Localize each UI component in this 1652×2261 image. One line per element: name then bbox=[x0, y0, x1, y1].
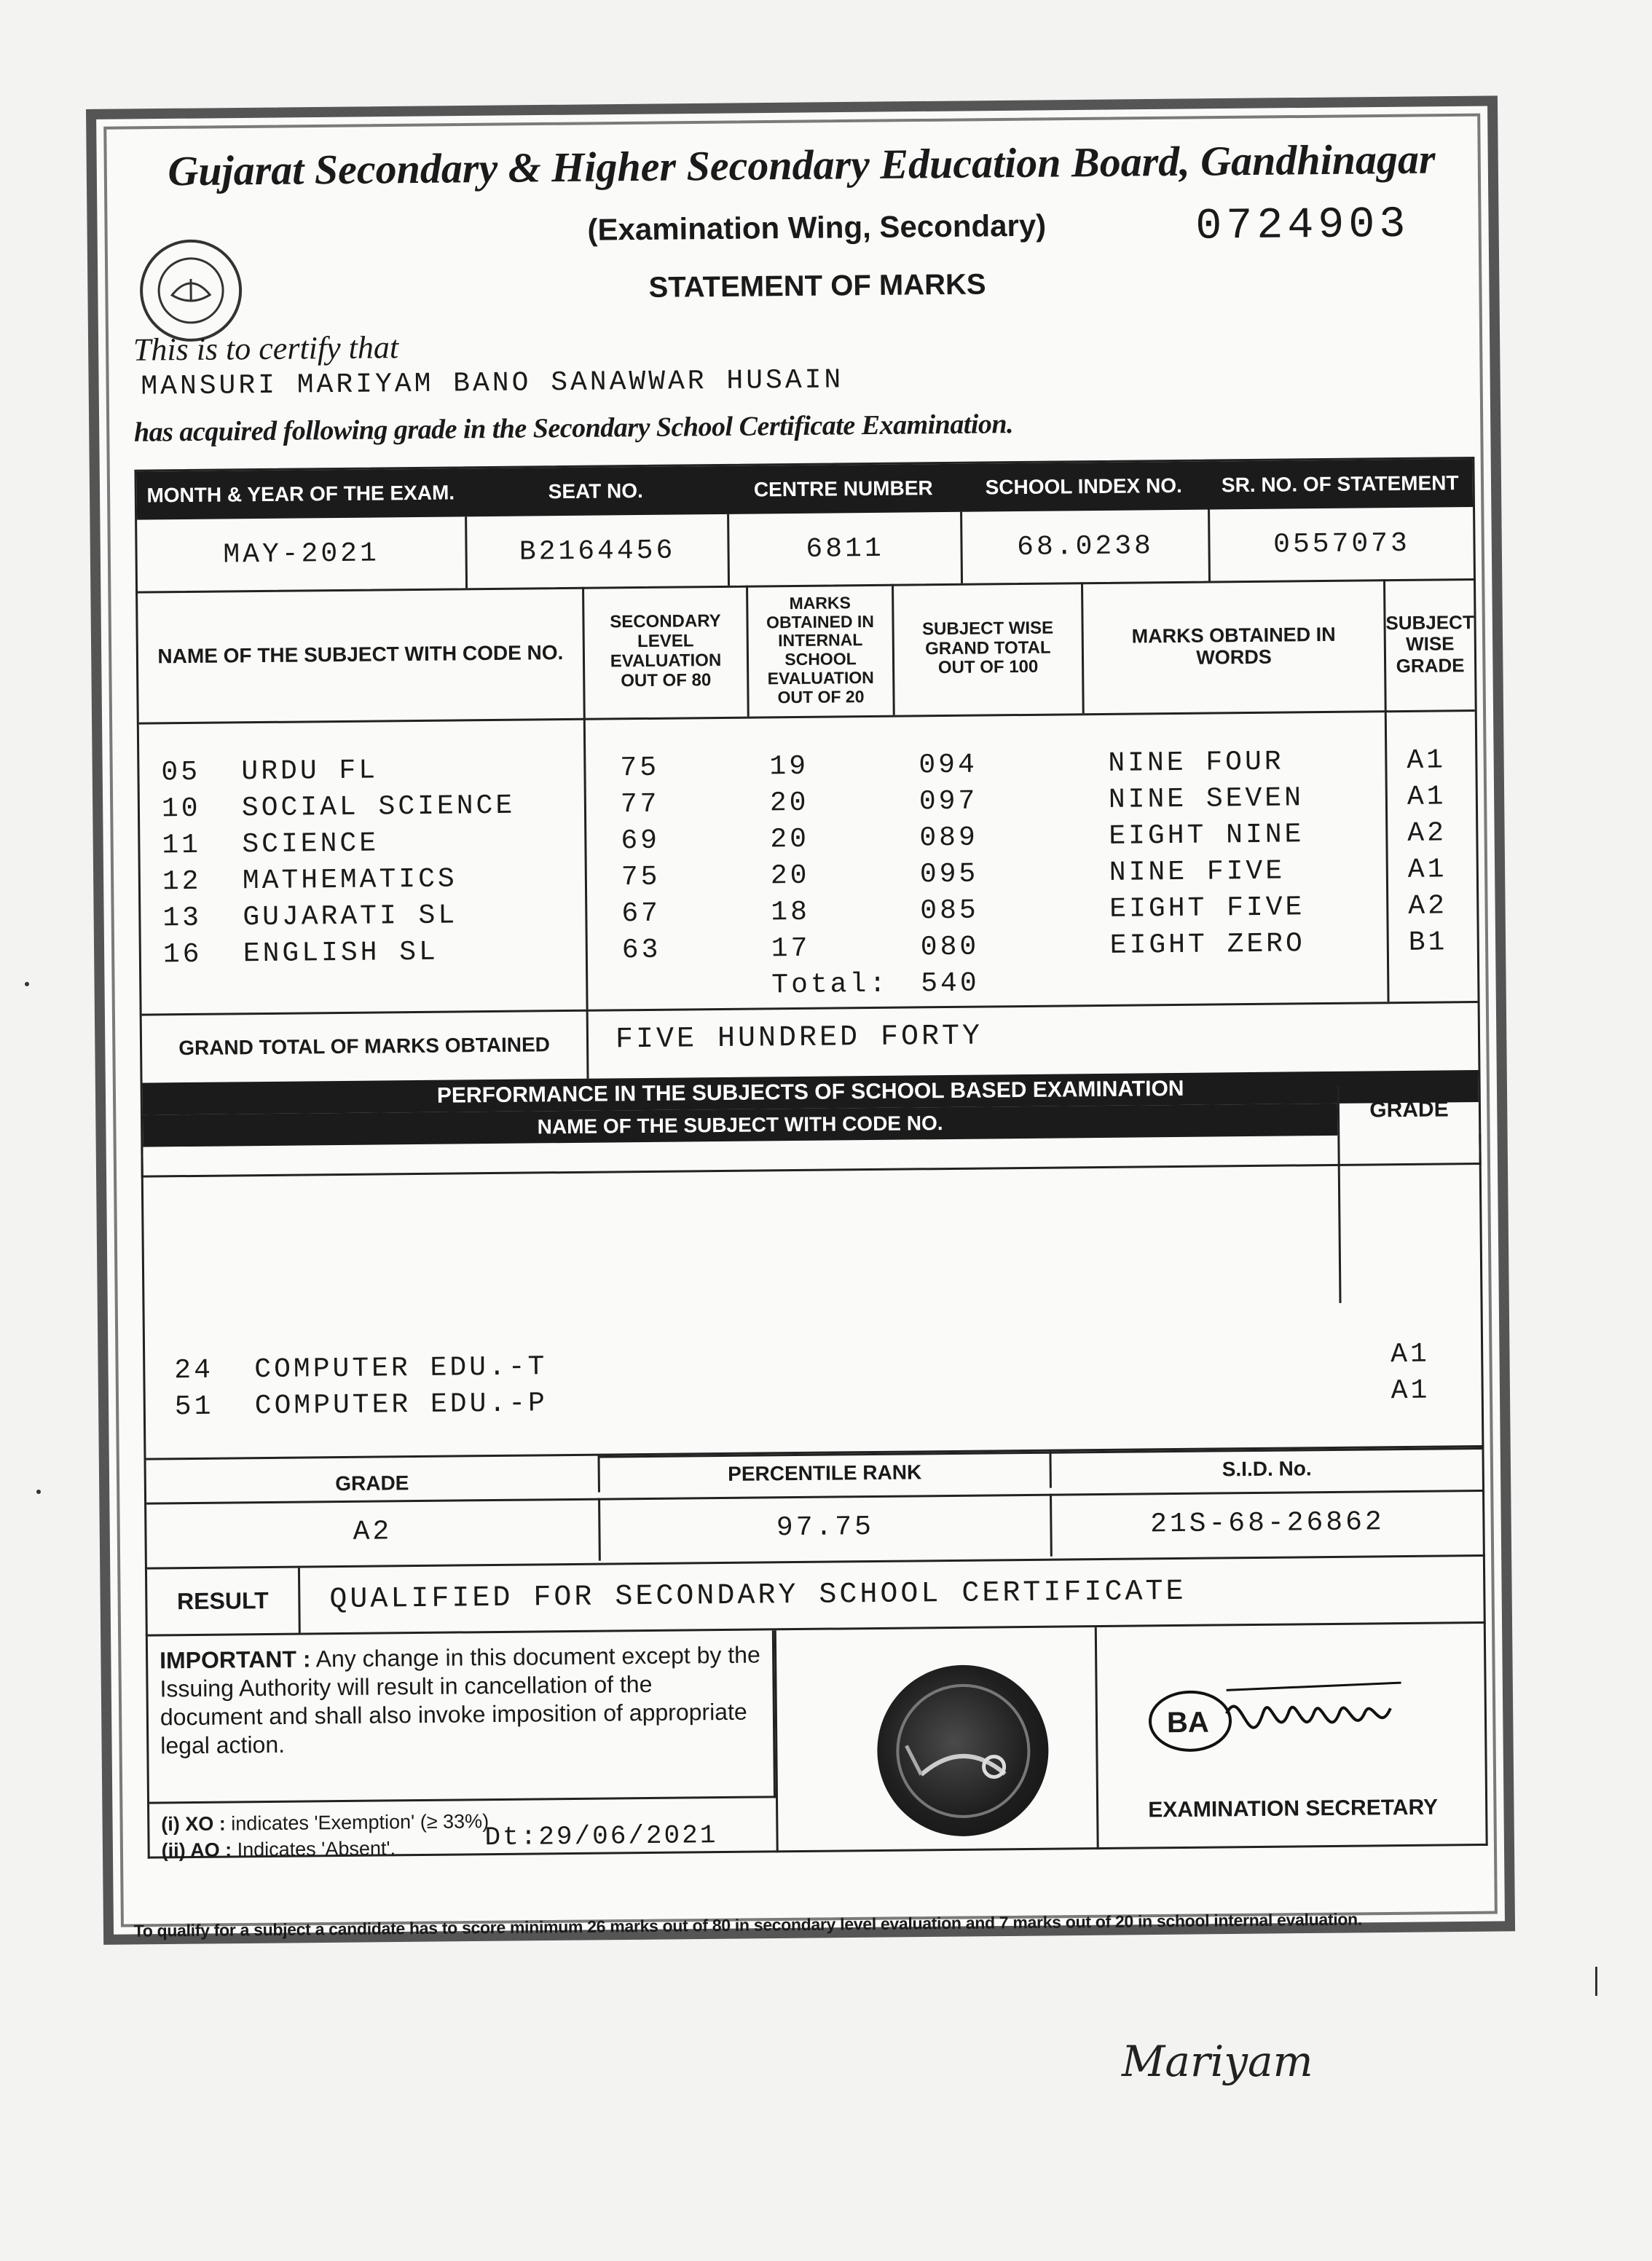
seat-no-header: SEAT NO. bbox=[548, 479, 643, 503]
result-row bbox=[145, 1557, 1486, 1637]
subject-name: ENGLISH SL bbox=[243, 936, 439, 970]
important-label: IMPORTANT : bbox=[159, 1645, 311, 1674]
marks-in-words: NINE SEVEN bbox=[1108, 782, 1305, 816]
subject-code: 10 bbox=[161, 793, 201, 825]
secondary-marks: 67 bbox=[621, 897, 661, 930]
secondary-eval-header: SECONDARY LEVEL EVALUATION OUT OF 80 bbox=[582, 586, 747, 718]
scan-speck bbox=[36, 1490, 41, 1494]
qualification-note: To qualify for a subject a candidate has to score minimum 26 marks out of 80 in secondary level evaluation and 7 marks out of 20 in school internal evaluation. bbox=[133, 1909, 1363, 1940]
subject-code: 11 bbox=[162, 829, 202, 862]
marks-in-words: NINE FIVE bbox=[1109, 855, 1286, 889]
sid-label: S.I.D. No. bbox=[1049, 1447, 1482, 1488]
subject-grade: A1 bbox=[1407, 781, 1447, 813]
subject-grade: A2 bbox=[1408, 890, 1448, 922]
total-value: 540 bbox=[921, 967, 980, 1000]
handwritten-signature-scribble-icon bbox=[1114, 2032, 1333, 2098]
issue-date: Dt:29/06/2021 bbox=[484, 1820, 718, 1853]
percentile-label: PERCENTILE RANK bbox=[597, 1452, 1049, 1493]
marks-in-words: NINE FOUR bbox=[1108, 746, 1284, 779]
subject-grade: A1 bbox=[1407, 854, 1447, 886]
seat-no-value: B2164456 bbox=[465, 514, 728, 588]
school-based-title: PERFORMANCE IN THE SUBJECTS OF SCHOOL BASED EXAMINATION bbox=[143, 1070, 1479, 1115]
internal-marks: 20 bbox=[770, 823, 810, 856]
handwritten-signature-text: Mariyam bbox=[1122, 2037, 1313, 2086]
school-subject-header: NAME OF THE SUBJECT WITH CODE NO. bbox=[143, 1104, 1337, 1147]
seal-divider bbox=[774, 1630, 779, 1852]
seal-emblem-icon bbox=[876, 1664, 1049, 1837]
total-marks: 095 bbox=[919, 858, 979, 891]
grand-total-value: FIVE HUNDRED FORTY bbox=[615, 1020, 983, 1057]
footer-section bbox=[146, 1624, 1488, 1862]
total-marks: 094 bbox=[919, 749, 978, 782]
school-subject-code: 24 bbox=[174, 1354, 214, 1387]
school-grade-divider bbox=[1337, 1136, 1341, 1303]
board-title: Gujarat Secondary & Higher Secondary Education Board, Gandhinagar bbox=[168, 135, 1436, 195]
percentile-value: 97.75 bbox=[598, 1494, 1050, 1561]
internal-marks: 20 bbox=[769, 787, 809, 819]
internal-marks: 18 bbox=[771, 896, 811, 929]
subject-header: NAME OF THE SUBJECT WITH CODE NO. bbox=[157, 641, 564, 668]
subject-name: URDU FL bbox=[241, 755, 379, 788]
secretary-signature bbox=[1138, 1653, 1445, 1765]
grade-header: SUBJECT WISE GRADE bbox=[1383, 578, 1475, 710]
subject-name: GUJARATI SL bbox=[243, 900, 458, 934]
subject-name: MATHEMATICS bbox=[242, 863, 457, 897]
sr-no-value: 0557073 bbox=[1208, 507, 1474, 581]
marks-in-words: EIGHT ZERO bbox=[1109, 928, 1306, 962]
school-grade-header: GRADE bbox=[1337, 1085, 1479, 1136]
grand-total-header: SUBJECT WISE GRAND TOTAL OUT OF 100 bbox=[892, 582, 1082, 715]
centre-number-value: 6811 bbox=[727, 512, 961, 586]
subject-code: 05 bbox=[161, 756, 201, 789]
total-marks: 080 bbox=[920, 931, 980, 964]
subject-grade: A2 bbox=[1407, 817, 1447, 849]
certify-intro: This is to certify that bbox=[133, 329, 399, 368]
secondary-marks: 75 bbox=[621, 861, 661, 894]
document-number: 0724903 bbox=[1195, 200, 1410, 252]
certify-acquired: has acquired following grade in the Secondary School Certificate Examination. bbox=[133, 409, 1014, 448]
month-year-value: MAY-2021 bbox=[223, 537, 380, 571]
overall-grade-label: GRADE bbox=[335, 1471, 409, 1495]
subject-code: 12 bbox=[162, 865, 202, 898]
school-subject-name: COMPUTER EDU.-T bbox=[254, 1351, 548, 1386]
marks-in-words: EIGHT NINE bbox=[1109, 819, 1305, 852]
month-year-header: MONTH & YEAR OF THE EXAM. bbox=[146, 481, 455, 507]
ao-note-prefix: (ii) AO : bbox=[161, 1839, 232, 1862]
sid-value: 21S-68-26862 bbox=[1050, 1490, 1483, 1557]
internal-marks: 20 bbox=[770, 860, 810, 892]
school-index-header: SCHOOL INDEX NO. bbox=[985, 473, 1182, 499]
marks-rows bbox=[139, 744, 1477, 1002]
centre-number-header: CENTRE NUMBER bbox=[753, 476, 933, 501]
xo-note-text: indicates 'Exemption' (≥ 33%) bbox=[231, 1810, 489, 1835]
grand-total-label: GRAND TOTAL OF MARKS OBTAINED bbox=[178, 1033, 551, 1059]
secondary-marks: 77 bbox=[620, 788, 660, 821]
words-header: MARKS OBTAINED IN WORDS bbox=[1081, 579, 1385, 713]
total-marks: 097 bbox=[919, 785, 978, 818]
secondary-marks: 63 bbox=[621, 934, 661, 967]
subject-name: SOCIAL SCIENCE bbox=[241, 790, 516, 825]
secondary-marks: 75 bbox=[620, 752, 660, 785]
marksheet bbox=[109, 118, 1496, 1938]
board-logo-emblem-icon bbox=[142, 242, 239, 339]
exam-wing: (Examination Wing, Secondary) bbox=[587, 208, 1047, 247]
examination-secretary: EXAMINATION SECRETARY bbox=[1148, 1795, 1439, 1822]
board-logo bbox=[139, 239, 242, 342]
signature-divider bbox=[1095, 1627, 1099, 1849]
subject-grade: B1 bbox=[1408, 927, 1448, 959]
sr-no-header: SR. NO. OF STATEMENT bbox=[1221, 471, 1459, 497]
exam-info-table bbox=[134, 457, 1476, 594]
total-label: Total: bbox=[771, 968, 889, 1002]
school-subject-grade: A1 bbox=[1391, 1375, 1431, 1407]
scan-speck bbox=[25, 982, 29, 986]
scan-speck bbox=[1595, 1967, 1597, 1996]
subject-name: SCIENCE bbox=[242, 827, 379, 861]
school-subject-grade: A1 bbox=[1390, 1338, 1431, 1371]
school-subject-code: 51 bbox=[174, 1391, 214, 1423]
school-subject-name: COMPUTER EDU.-P bbox=[254, 1388, 548, 1423]
board-seal bbox=[876, 1664, 1049, 1837]
school-index-value: 68.0238 bbox=[960, 510, 1208, 583]
grand-total-col-divider bbox=[586, 1010, 589, 1079]
total-marks: 085 bbox=[920, 894, 979, 927]
subject-code: 13 bbox=[162, 902, 202, 935]
statement-title: STATEMENT OF MARKS bbox=[648, 268, 986, 304]
marks-in-words: EIGHT FIVE bbox=[1109, 892, 1305, 925]
school-based-table bbox=[141, 1134, 1484, 1460]
important-box bbox=[148, 1630, 776, 1804]
marks-table bbox=[135, 578, 1482, 1178]
subject-grade: A1 bbox=[1407, 744, 1447, 776]
overall-grade-value: A2 bbox=[353, 1515, 393, 1548]
important-text: Any change in this document except by the Issuing Authority will result in cancellation of the document and shall also invoke imposition of appropriate legal action. bbox=[160, 1641, 760, 1759]
internal-marks: 17 bbox=[771, 932, 811, 965]
signature-initials: BA bbox=[1166, 1706, 1210, 1739]
summary-table bbox=[144, 1447, 1485, 1570]
subject-code: 16 bbox=[162, 938, 202, 971]
result-value: QUALIFIED FOR SECONDARY SCHOOL CERTIFICATE bbox=[329, 1575, 1187, 1617]
xo-note-prefix: (i) XO : bbox=[161, 1812, 226, 1836]
internal-marks: 19 bbox=[769, 750, 809, 783]
result-label: RESULT bbox=[147, 1568, 301, 1635]
ao-note-text: Indicates 'Absent'. bbox=[237, 1837, 396, 1861]
candidate-name: MANSURI MARIYAM BANO SANAWWAR HUSAIN bbox=[141, 364, 844, 403]
internal-eval-header: MARKS OBTAINED IN INTERNAL SCHOOL EVALUATION OUT OF 20 bbox=[746, 584, 893, 717]
total-marks: 089 bbox=[919, 822, 978, 854]
secondary-marks: 69 bbox=[621, 825, 661, 857]
handwritten-signature bbox=[1114, 2032, 1333, 2098]
